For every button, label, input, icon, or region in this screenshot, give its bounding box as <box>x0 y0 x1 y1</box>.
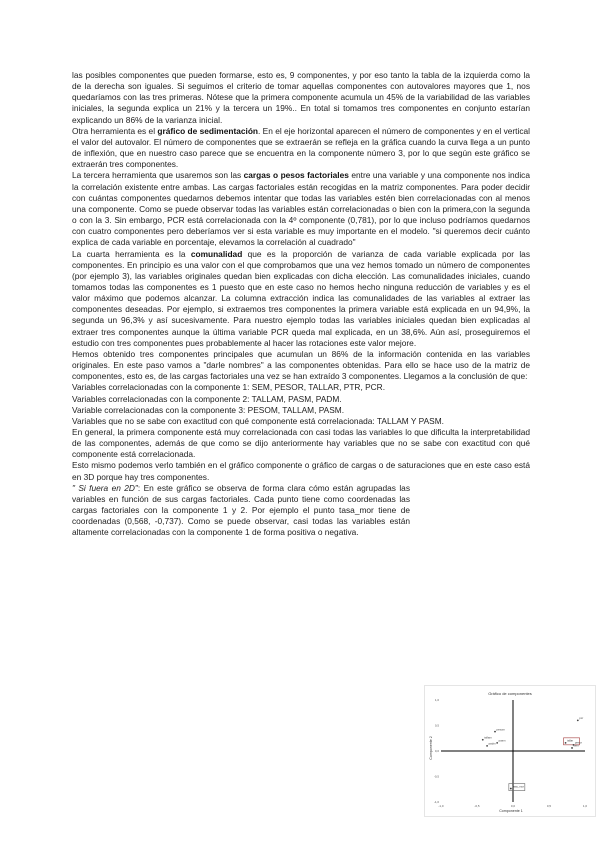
text-span: La tercera herramienta que usaremos son las <box>72 170 244 181</box>
text-span: : En este gráfico se observa de forma clara cómo están agrupadas las variables en función de sus cargas factoriales. Cada punto tiene como coordenadas las cargas factoriales con la componente 1 y 2. Por ejemplo el punto tasa_mor tiene de coordenadas (0,568, -0,737). Como se puede observar, casi todas las variables están altamente correlacionadas con la componente 1 de forma positiva o negativa. <box>72 482 410 538</box>
y-tick-label: -0,5 <box>433 774 439 779</box>
component-plot-svg <box>425 686 595 816</box>
paragraph-sedimentacion <box>72 126 530 171</box>
x-tick-label: -1,0 <box>438 804 444 808</box>
component-plot <box>424 685 596 817</box>
term-grafico-sedimentacion: gráfico de sedimentación <box>157 125 259 136</box>
text-italic: " Si fuera en 2D" <box>72 482 138 493</box>
list-item: Variable correlacionadas con la componente 3: PESOM, TALLAM, PASM. <box>72 404 345 415</box>
point-label: pasm <box>498 738 506 743</box>
y-tick-label: -1,0 <box>433 800 439 804</box>
text-span: . En el eje horizontal aparecen el número de componentes y en el vertical el valor del autovalor. El número de componentes que se extraerán se refleja en la gráfica cuando la curva llega a un punto de inflexión, que en nuestro caso parece que se encuentra en la componente número 3, por lo que según este gráfico se extraerán tres componentes. <box>72 125 530 170</box>
paragraph-varianza: las posibles componentes que pueden formarse, esto es, 9 componentes, y por eso tanto la tabla de la izquierda como la de la derecha son iguales. Si seguimos el criterio de tomar aquellas componentes con autovalores mayores que 1, nos quedaríamos con las tres primeras. Nótese que la primera componente acumula un 45% de la variabilidad de las variables iniciales, la segunda explica un 21% y la tercera un 19%.. En total si tomamos tres componentes en conjunto estarían explicando un 86% de la varianza inicial. <box>72 70 530 125</box>
y-tick-label: 1,0 <box>434 698 439 702</box>
x-tick-label: -0,5 <box>474 804 480 808</box>
paragraph-grafico: Esto mismo podemos verlo también en el gráfico componente o gráfico de cargas o de saturaciones que en este caso está en 3D porque hay tres componentes. <box>72 460 530 482</box>
text-span: La cuarta herramienta es la <box>72 248 191 259</box>
document-body <box>72 70 530 539</box>
paragraph-general: En general, la primera componente está muy correlacionada con casi todas las variables lo que dificulta la interpretabilidad de las componentes, además de que como se dijo anteriormente hay variables que no se sabe con exactitud con qué componente está correlacionada. <box>72 427 530 460</box>
list-item: Variables correlacionadas con la componente 2: TALLAM, PASM, PADM. <box>72 393 342 404</box>
x-tick-label: 0,5 <box>546 804 552 808</box>
point-label: sem <box>573 743 579 748</box>
paragraph-comunalidad <box>72 249 530 349</box>
list-item: Variables que no se sabe con exactitud con qué componente está correlacionada: TALLAM Y PASM. <box>72 415 444 426</box>
list-item: Variables correlacionadas con la componente 1: SEM, PESOR, TALLAR, PTR, PCR. <box>72 382 386 393</box>
term-comunalidad: comunalidad <box>190 248 243 259</box>
paragraph-2d <box>72 483 410 539</box>
point-label: pcr <box>579 716 584 721</box>
paragraph-cargas <box>72 170 530 248</box>
point-label: tallam <box>484 735 492 740</box>
term-cargas-factoriales: cargas o pesos factoriales <box>243 170 349 181</box>
point-label: tallar <box>567 738 574 743</box>
plot-title: Gráfico de componentes <box>488 691 532 696</box>
y-tick-label: 0,0 <box>434 749 439 753</box>
point-label: pesor <box>574 740 582 745</box>
point-label: tasa_mor <box>512 784 525 789</box>
point-label: pesom <box>496 727 505 732</box>
text-span: entre una variable y una componente nos indica la correlación existente entre ambas. Las cargas factoriales están recogidas en la matriz componentes. Para poder decidir con cuántas componentes quedarnos debemos intentar que todas las variables estén bien correlacionadas con al menos una componente. Como se puede observar todas las variables están correlacionadas o bien con la primera,con la segunda o con la 3. Sin embargo, PCR está correlacionada con la 4º componente (0,781), por lo que incluso podríamos quedarnos con cuatro componentes pero deberíamos ver si esta variable es muy importante en el modelo. "si queremos decir cuánto explica de cada variable en porcentaje, elevamos la correlación al cuadrado" <box>72 170 530 248</box>
plot-xlabel: Componente 1 <box>499 809 523 813</box>
point-label: padm <box>488 741 496 746</box>
x-tick-label: 1,0 <box>582 804 588 808</box>
y-tick-label: 0,5 <box>434 723 439 728</box>
x-tick-label: 0,0 <box>510 804 516 808</box>
paragraph-conclusion: Hemos obtenido tres componentes principales que acumulan un 86% de la información contenida en las variables originales. En este paso vamos a "darle nombres" a las componentes obtenidas. Para ello se hace uso de la matriz de componentes, esto es, de las cargas factoriales una vez se han extraído 3 componentes. Llegamos a la conclusión de que: <box>72 348 530 382</box>
text-span: que es la proporción de varianza de cada variable explicada por las componentes. En principio es una valor con el que comprobamos que una vez hemos tomado un número de componentes (por ejemplo 3), las variables originales quedan bien explicadas con dicha elección. Las comunalidades iniciales, cuando tomamos todas las componentes es 1 puesto que en este caso no hemos hecho ninguna reducción de variables y es el valor máximo que podemos alcanzar. La columna extracción indica las comunalidades de las variables al extraer las componentes deseadas. Por ejemplo, si extraemos tres componentes la primera variable está explicada en un 94,9%, la segunda un 96,3% y así sucesivamente. Para nuestro ejemplo todas las variables iniciales quedan bien explicadas al extraer tres componentes aunque la última variable PCR queda mal explicada, en un 38,6%. Aún así, proseguiremos el estudio con tres componentes pues probablemente al hacer las rotaciones este valor mejore. <box>72 248 530 348</box>
text-span: Otra herramienta es el <box>72 125 158 136</box>
plot-ylabel: Componente 2 <box>429 736 433 760</box>
